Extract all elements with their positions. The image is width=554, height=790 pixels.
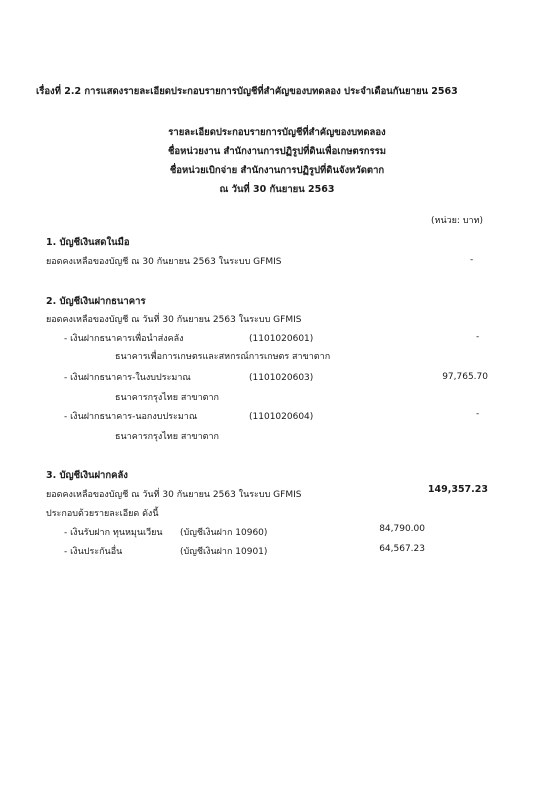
section2-item-name: - เงินฝากธนาคาร-ในงบประมาณ bbox=[64, 373, 191, 383]
section3-item-code: (บัญชีเงินฝาก 10901) bbox=[180, 547, 268, 557]
disbursing-unit-name: ชื่อหน่วยเบิกจ่าย สำนักงานการปฏิรูปที่ดินจังหวัดตาก bbox=[169, 165, 385, 176]
section2-item-value: - bbox=[476, 409, 480, 419]
section3-balance-label: ยอดคงเหลือของบัญชี ณ วันที่ 30 กันยายน 2563 ในระบบ GFMIS bbox=[46, 490, 302, 500]
section1-balance-value: - bbox=[470, 255, 474, 265]
section2-item-value: - bbox=[476, 332, 480, 342]
section3-title: 3. บัญชีเงินฝากคลัง bbox=[46, 470, 128, 481]
section2-item-bank: ธนาคารเพื่อการเกษตรและสหกรณ์การเกษตร สาขาตาก bbox=[115, 352, 331, 362]
report-heading: รายละเอียดประกอบรายการบัญชีที่สำคัญของบทดลอง bbox=[168, 127, 386, 138]
section2-title: 2. บัญชีเงินฝากธนาคาร bbox=[46, 296, 146, 307]
section2-item-bank: ธนาคารกรุงไทย สาขาตาก bbox=[115, 432, 219, 442]
agency-name: ชื่อหน่วยงาน สำนักงานการปฏิรูปที่ดินเพื่อเกษตรกรรม bbox=[167, 146, 387, 157]
section2-item-code: (1101020604) bbox=[249, 412, 314, 422]
section2-item-name: - เงินฝากธนาคาร-นอกงบประมาณ bbox=[64, 412, 198, 422]
section2-item-value: 97,765.70 bbox=[442, 372, 488, 382]
section3-detail-label: ประกอบด้วยรายละเอียด ดังนี้ bbox=[46, 509, 159, 519]
section3-item-name: - เงินประกันอื่น bbox=[64, 547, 123, 557]
document-title: เรื่องที่ 2.2 การแสดงรายละเอียดประกอบรายการบัญชีที่สำคัญของบทดลอง ประจำเดือนกันยายน 2563 bbox=[36, 86, 458, 97]
section3-item-name: - เงินรับฝาก ทุนหมุนเวียน bbox=[64, 528, 163, 538]
section2-item-code: (1101020603) bbox=[249, 373, 314, 383]
section2-balance-label: ยอดคงเหลือของบัญชี ณ วันที่ 30 กันยายน 2563 ในระบบ GFMIS bbox=[46, 315, 302, 325]
section2-item-code: (1101020601) bbox=[249, 334, 314, 344]
section3-item-value: 64,567.23 bbox=[379, 544, 425, 554]
section3-item-value: 84,790.00 bbox=[379, 524, 425, 534]
section1-balance-label: ยอดคงเหลือของบัญชี ณ 30 กันยายน 2563 ในระบบ GFMIS bbox=[46, 257, 282, 267]
section3-balance-value: 149,357.23 bbox=[427, 484, 488, 495]
section1-title: 1. บัญชีเงินสดในมือ bbox=[46, 237, 130, 248]
unit-label: (หน่วย: บาท) bbox=[431, 216, 484, 226]
section3-item-code: (บัญชีเงินฝาก 10960) bbox=[180, 528, 268, 538]
section2-item-name: - เงินฝากธนาคารเพื่อนำส่งคลัง bbox=[64, 334, 184, 344]
section2-item-bank: ธนาคารกรุงไทย สาขาตาก bbox=[115, 393, 219, 403]
report-date: ณ วันที่ 30 กันยายน 2563 bbox=[219, 184, 335, 195]
